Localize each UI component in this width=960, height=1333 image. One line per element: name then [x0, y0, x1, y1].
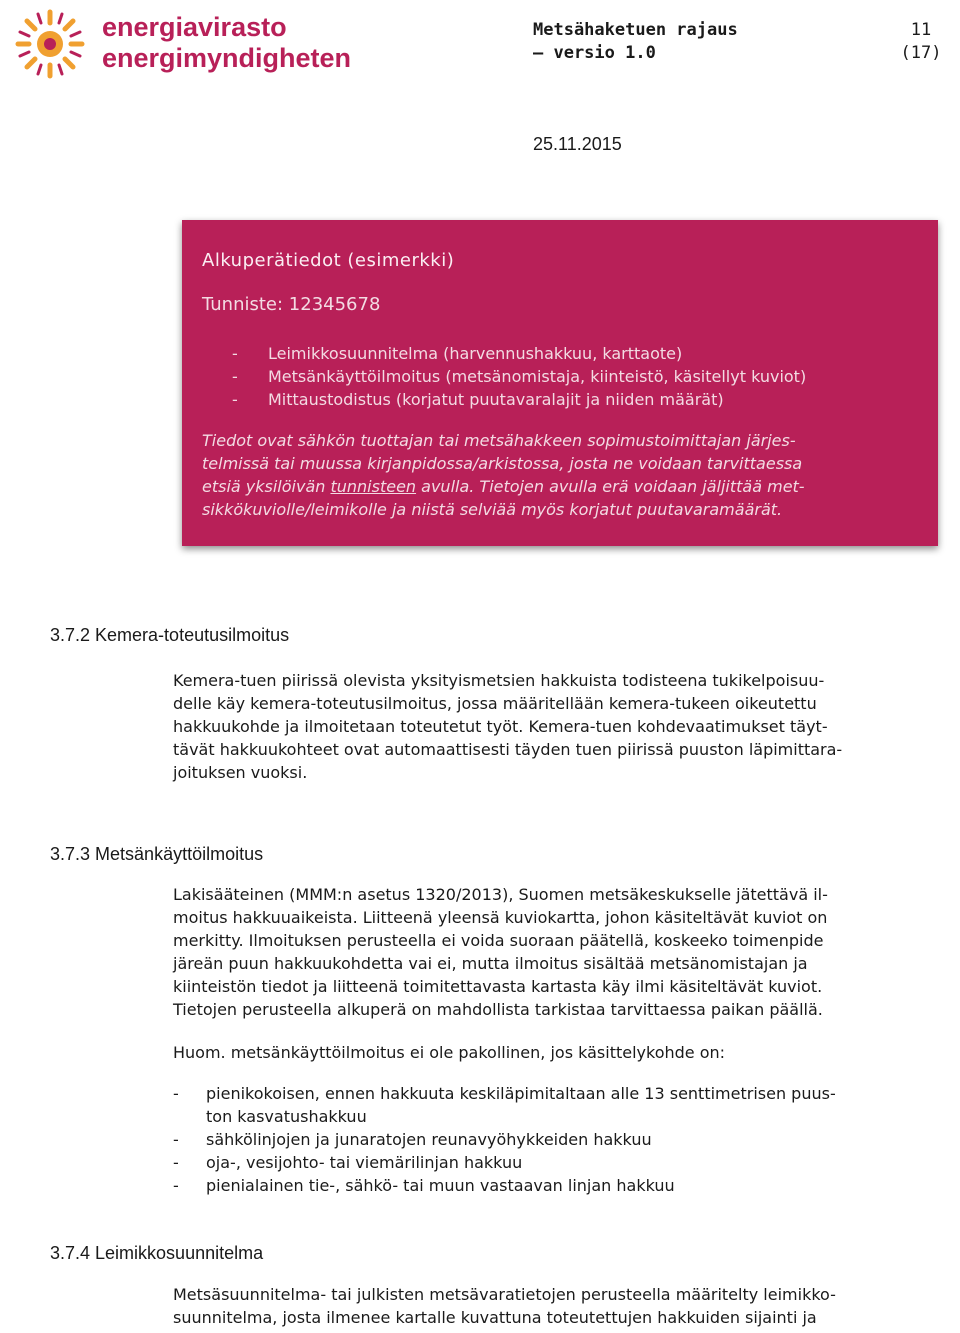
paragraph-line: suunnitelma, josta ilmenee kartalle kuvattuna toteutettujen hakkuiden sijainti ja: [173, 1308, 817, 1327]
list-item: [173, 1151, 836, 1174]
document-title-line2: – versio 1.0: [533, 43, 656, 63]
list-item: [173, 1082, 836, 1128]
paragraph-line: Metsäsuunnitelma- tai julkisten metsävaratietojen perusteella määritelty leimikko-: [173, 1285, 836, 1304]
document-title: [533, 19, 738, 65]
box-title: Alkuperätiedot (esimerkki): [202, 250, 455, 271]
identifier-link: tunnisteen: [330, 477, 417, 496]
document-title-line1: Metsähaketuen rajaus: [533, 20, 738, 40]
energiavirasto-logo: [8, 6, 352, 80]
origin-info-example-box: [182, 220, 938, 546]
section-heading-3-7-4: 3.7.4 Leimikkosuunnitelma: [50, 1243, 264, 1263]
list-item-line: - oja-, vesijohto- tai viemärilinjan hakkuu: [206, 1153, 523, 1172]
section-3-7-4-paragraph: [173, 1283, 958, 1329]
document-date: 25.11.2015: [533, 134, 622, 154]
paragraph-line: hakkuukohde ja ilmoitetaan toteutetut työt. Kemera-tuen kohdevaatimukset täyt-: [173, 717, 828, 736]
paragraph-line: moitus hakkuuaikeista. Liitteenä yleensä kuviokartta, johon käsiteltävät kuviot on: [173, 908, 828, 927]
note-line: Huom. metsänkäyttöilmoitus ei ole pakollinen, jos käsittelykohde on:: [173, 1043, 726, 1062]
paragraph-line: merkitty. Ilmoituksen perusteella ei voida suoraan päätellä, koskeeko toimenpide: [173, 931, 824, 950]
paragraph-line: joituksen vuoksi.: [173, 763, 308, 782]
box-italic-line: Tiedot ovat sähkön tuottajan tai metsähakkeen sopimustoimittajan järjes-: [202, 431, 796, 450]
paragraph-line: kiinteistön tiedot ja liitteenä toimitettavasta kartasta käy ilmi käsiteltävät kuviot.: [173, 977, 823, 996]
paragraph-line: Kemera-tuen piirissä olevista yksityismetsien hakkuista todisteena tukikelpoisuu-: [173, 671, 825, 690]
page-total: (17): [900, 43, 942, 63]
box-identifier: Tunniste: 12345678: [202, 294, 381, 315]
page-current: 11: [910, 20, 932, 40]
list-item: [173, 1174, 836, 1197]
sun-logo-icon: [8, 6, 94, 80]
list-item-line: - sähkölinjojen ja junaratojen reunavyöhykkeiden hakkuu: [206, 1130, 652, 1149]
box-italic-line: telmissä tai muussa kirjanpidossa/arkistossa, josta ne voidaan tarvittaessa: [202, 454, 803, 473]
list-item: [173, 1128, 836, 1151]
paragraph-line: delle käy kemera-toteutusilmoitus, jossa määritellään kemera-tukeen oikeutettu: [173, 694, 817, 713]
logo-text-sv: energimyndigheten: [102, 43, 352, 73]
box-italic-paragraph: [202, 429, 918, 521]
list-item-line: - pienikokoisen, ennen hakkuuta keskiläpimitaltaan alle 13 senttimetrisen puus-: [206, 1084, 836, 1103]
paragraph-line: Tietojen perusteella alkuperä on mahdollista tarkistaa tarvittaessa paikan päällä.: [173, 1000, 823, 1019]
section-3-7-3-paragraph: [173, 883, 958, 1021]
box-italic-text: etsiä yksilöivän: [202, 477, 331, 496]
paragraph-line: tävät hakkuukohteet ovat automaattisesti täyden tuen piirissä puuston läpimittara-: [173, 740, 843, 759]
section-heading-3-7-3: 3.7.3 Metsänkäyttöilmoitus: [50, 844, 264, 864]
section-heading-3-7-2: 3.7.2 Kemera-toteutusilmoitus: [50, 625, 290, 645]
box-list-item: - Leimikkosuunnitelma (harvennushakkuu, karttaote): [232, 342, 806, 365]
exemption-list: [173, 1082, 836, 1197]
list-item-line: ton kasvatushakkuu: [206, 1107, 367, 1126]
box-document-list: [232, 342, 806, 411]
logo-wordmark: [102, 12, 351, 74]
box-italic-text: avulla. Tietojen avulla erä voidaan jäljittää met-: [416, 477, 805, 496]
paragraph-line: Lakisääteinen (MMM:n asetus 1320/2013), Suomen metsäkeskukselle jätettävä il-: [173, 885, 828, 904]
paragraph-line: järeän puun hakkuukohdetta vai ei, mutta ilmoitus sisältää metsänomistajan ja: [173, 954, 808, 973]
page-number: [898, 19, 944, 65]
box-list-item: - Mittaustodistus (korjatut puutavaralajit ja niiden määrät): [232, 388, 806, 411]
box-italic-line: sikkökuviolle/leimikolle ja niistä selviää myös korjatut puutavaramäärät.: [202, 500, 783, 519]
box-italic-line-3: [202, 475, 918, 498]
logo-text-fi: energiavirasto: [102, 12, 287, 42]
section-3-7-3-note: [173, 1041, 958, 1064]
list-item-line: - pienialainen tie-, sähkö- tai muun vastaavan linjan hakkuu: [206, 1176, 675, 1195]
section-3-7-2-paragraph: [173, 669, 958, 784]
box-list-item: - Metsänkäyttöilmoitus (metsänomistaja, kiinteistö, käsitellyt kuviot): [232, 365, 806, 388]
